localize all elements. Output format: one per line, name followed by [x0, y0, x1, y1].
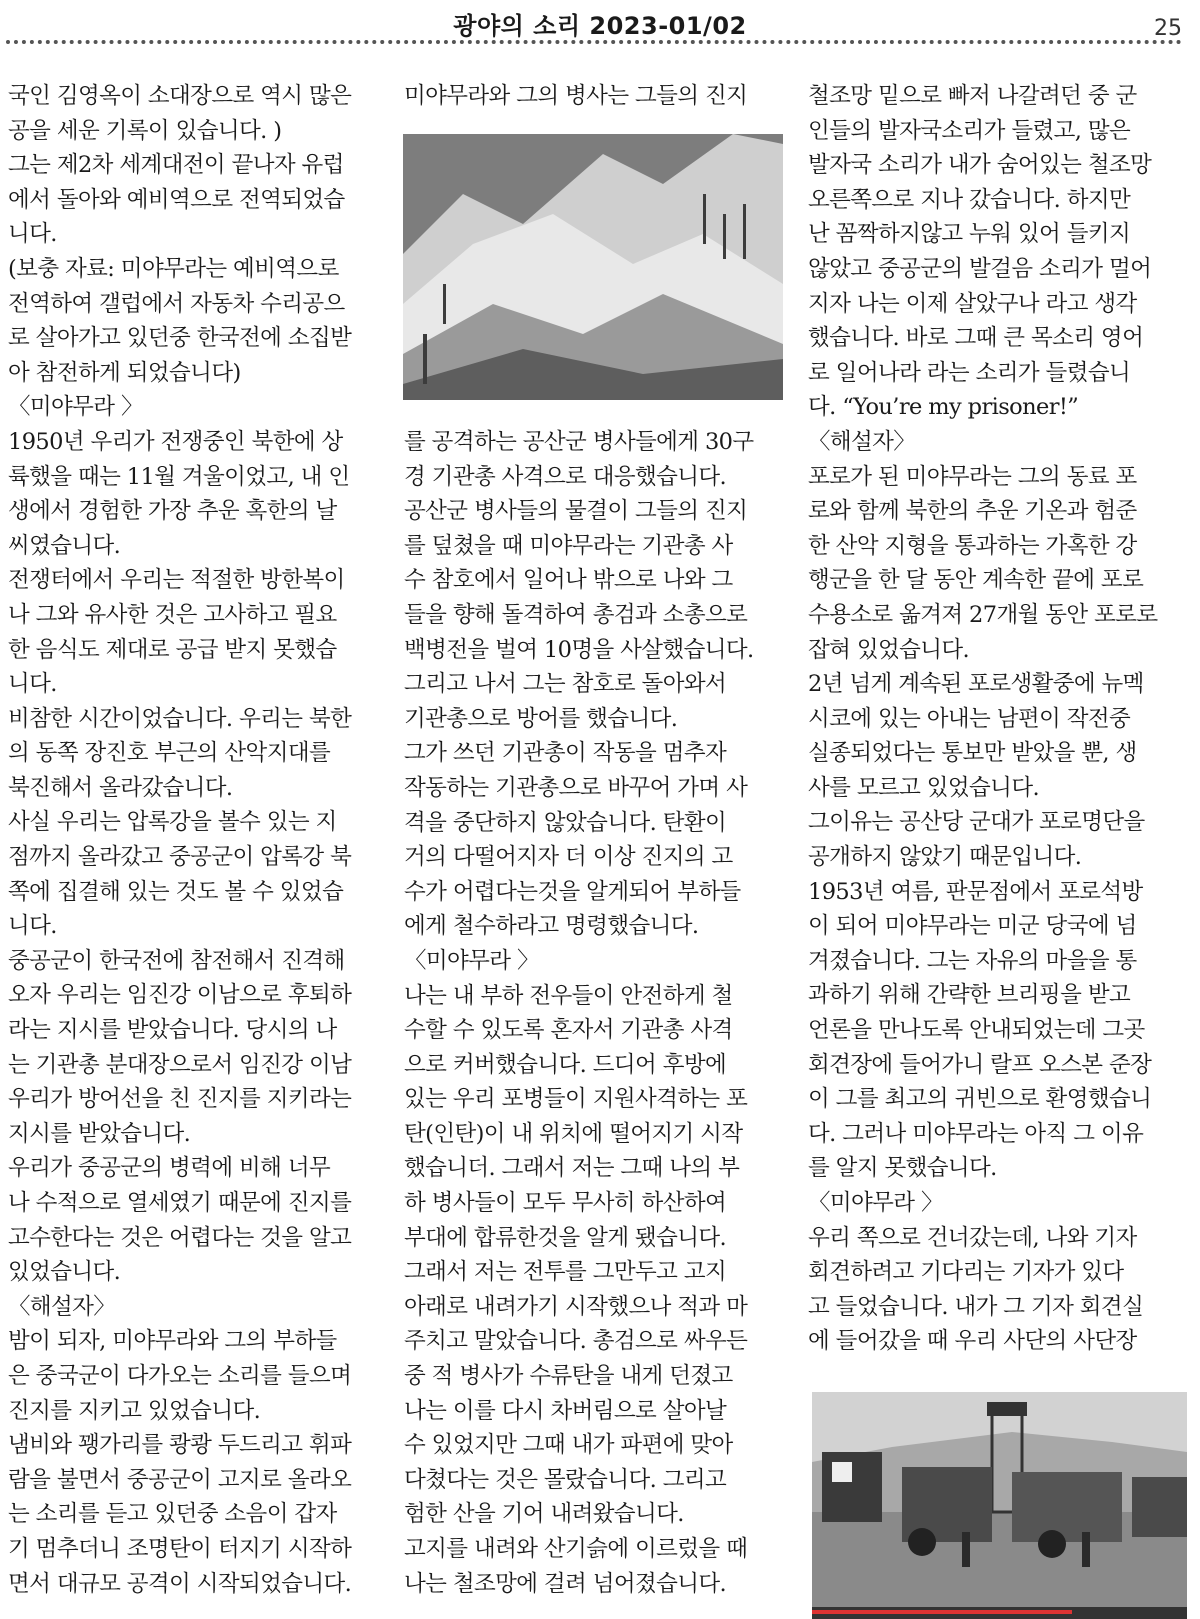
column-2-line: 나는 이를 다시 차버림으로 살아날	[404, 1397, 727, 1424]
column-1-line: 공을 세운 기록이 있습니다. )	[8, 117, 282, 144]
text-column-3	[808, 79, 1188, 1359]
column-1-line: 점까지 올라갔고 중공군이 압록강 북	[8, 844, 352, 871]
column-1-line: 그는 제2차 세계대전이 끝나자 유럽	[8, 152, 344, 179]
column-1-line: 나 그와 유사한 것은 고사하고 필요	[8, 601, 337, 628]
column-1-line: 〈해설자〉	[8, 1293, 116, 1320]
column-3-line: 지자 나는 이제 살았구나 라고 생각	[808, 290, 1137, 317]
column-2-line: 주치고 말았습니다. 총검으로 싸우든	[404, 1328, 748, 1355]
column-3-line: 발자국 소리가 내가 숨어있는 철조망	[808, 152, 1152, 179]
page-header	[0, 0, 1200, 48]
column-1-line: 은 중국군이 다가오는 소리를 들으며	[8, 1362, 352, 1389]
column-3-line: 우리 쪽으로 건너갔는데, 나와 기자	[808, 1224, 1137, 1251]
column-1-line: 로 살아가고 있던중 한국전에 소집받	[8, 325, 352, 352]
column-3-line: 로와 함께 북한의 추운 기온과 험준	[808, 498, 1137, 525]
column-1-line: 우리가 방어선을 친 진지를 지키라는	[8, 1086, 352, 1113]
military-trucks-photo	[812, 1392, 1187, 1619]
column-2-line: 〈미야무라 〉	[404, 947, 539, 974]
column-3-line: 그이유는 공산당 군대가 포로명단을	[808, 809, 1145, 836]
column-2-line: 다쳤다는 것은 몰랐습니다. 그리고	[404, 1466, 727, 1493]
column-2-line: 수가 어렵다는것을 알게되어 부하들	[404, 878, 741, 905]
column-3-line: 한 산악 지형을 통과하는 가혹한 강	[808, 532, 1137, 559]
column-2-line: 수할 수 있도록 혼자서 기관총 사격	[404, 1017, 733, 1044]
column-3-line: 사를 모르고 있었습니다.	[808, 774, 1040, 801]
column-3-line: 철조망 밑으로 빠저 나갈려던 중 군	[808, 83, 1137, 109]
column-1-line: 생에서 경험한 가장 추운 혹한의 날	[8, 498, 337, 525]
column-2-first-line: 미야무라와 그의 병사는 그들의 진지	[404, 83, 748, 109]
column-1-line: 진지를 지키고 있었습니다.	[8, 1397, 261, 1424]
column-2-line: 그가 쓰던 기관총이 작동을 멈추자	[404, 740, 727, 767]
column-1-line: (보충 자료: 미야무라는 예비역으로	[8, 255, 339, 282]
column-2-line: 아래로 내려가기 시작했으나 적과 마	[404, 1293, 748, 1320]
column-2-line: 수 참호에서 일어나 밖으로 나와 그	[404, 567, 733, 594]
column-1-line: 쪽에 집결해 있는 것도 볼 수 있었습	[8, 878, 344, 905]
column-2-line: 격을 중단하지 않았습니다. 탄환이	[404, 809, 727, 836]
column-3-line: 〈미야무라 〉	[808, 1190, 943, 1216]
column-3-line: 다. 그러나 미야무라는 아직 그 이유	[808, 1120, 1144, 1147]
column-3-line: 이 되어 미야무라는 미군 당국에 넘	[808, 913, 1137, 940]
column-2-line: 백병전을 벌여 10명을 사살했습니다.	[404, 636, 754, 663]
text-column-2	[404, 425, 786, 1601]
column-2-line: 중 적 병사가 수류탄을 내게 던졌고	[404, 1363, 733, 1390]
column-2-line: 으로 커버했습니다. 드디어 후방에	[404, 1051, 727, 1078]
column-3-line: 난 꼼짝하지않고 누워 있어 들키지	[808, 221, 1131, 248]
column-2-line: 거의 다떨어지자 더 이상 진지의 고	[404, 844, 733, 871]
column-1-line: 지시를 받았습니다.	[8, 1120, 191, 1147]
column-2-line: 를 공격하는 공산군 병사들에게 30구	[404, 429, 754, 455]
column-1-line: 비참한 시간이었습니다. 우리는 북한	[8, 705, 352, 732]
column-2-line: 고지를 내려와 산기슭에 이르렀을 때	[404, 1536, 748, 1562]
column-3-line: 과하기 위해 간략한 브리핑을 받고	[808, 982, 1131, 1009]
column-1-line: 륙했을 때는 11월 겨울이었고, 내 인	[8, 463, 350, 490]
column-1-line: 있었습니다.	[8, 1259, 121, 1286]
column-1-line: 면서 대규모 공격이 시작되었습니다.	[8, 1570, 352, 1597]
column-2-line: 그래서 저는 전투를 그만두고 고지	[404, 1259, 727, 1286]
column-1-line: 오자 우리는 임진강 이남으로 후퇴하	[8, 982, 352, 1009]
column-2-line: 나는 철조망에 걸려 넘어졌습니다.	[404, 1570, 727, 1597]
column-3-line: 를 알지 못했습니다.	[808, 1155, 997, 1182]
column-1-line: 는 기관총 분대장으로서 임진강 이남	[8, 1051, 352, 1078]
column-2-line: 했습니더. 그래서 저는 그때 나의 부	[404, 1155, 740, 1182]
column-1-line: 에서 돌아와 예비역으로 전역되었습	[8, 186, 345, 213]
column-3-line: 했습니다. 바로 그때 큰 목소리 영어	[808, 325, 1144, 352]
column-2-line: 를 덮쳤을 때 미야무라는 기관총 사	[404, 532, 733, 559]
column-3-line: 언론을 만나도록 안내되었는데 그곳	[808, 1017, 1145, 1044]
column-3-line: 겨졌습니다. 그는 자유의 마을을 통	[808, 947, 1137, 974]
column-1-line: 아 참전하게 되었습니다)	[8, 359, 241, 386]
column-1-line: 국인 김영옥이 소대장으로 역시 많은	[8, 83, 352, 109]
column-3-line: 회견장에 들어가니 랄프 오스본 준장	[808, 1051, 1152, 1078]
newsletter-title: 광야의 소리 2023-01/02	[453, 12, 747, 40]
column-3-line: 잡혀 있었습니다.	[808, 636, 970, 663]
column-1-line: 밤이 되자, 미야무라와 그의 부하들	[8, 1328, 337, 1355]
column-2-line: 그리고 나서 그는 참호로 돌아와서	[404, 671, 727, 698]
column-1-line: 냄비와 꽹가리를 쾅쾅 두드리고 휘파	[8, 1432, 352, 1459]
column-2-line: 에게 철수하라고 명령했습니다.	[404, 913, 699, 940]
column-3-line: 1953년 여름, 판문점에서 포로석방	[808, 878, 1143, 905]
column-1-line: 의 동쪽 장진호 부근의 산악지대를	[8, 740, 331, 767]
column-3-line: 2년 넘게 계속된 포로생활중에 뉴멕	[808, 671, 1144, 698]
column-1-line: 람을 불면서 중공군이 고지로 올라오	[8, 1466, 352, 1493]
column-1-line: 〈미야무라 〉	[8, 394, 143, 421]
text-column-1	[8, 79, 378, 1601]
column-1-line: 니다.	[8, 671, 57, 698]
column-2-line: 험한 산을 기어 내려왔습니다.	[404, 1501, 684, 1528]
mountain-illustration	[403, 134, 783, 400]
column-3-line: 에 들어갔을 때 우리 사단의 사단장	[808, 1328, 1137, 1355]
column-3-line: 실종되었다는 통보만 받았을 뿐, 생	[808, 740, 1137, 767]
column-1-line: 전쟁터에서 우리는 적절한 방한복이	[8, 567, 345, 594]
column-3-line: 이 그를 최고의 귀빈으로 환영했습니	[808, 1086, 1152, 1113]
column-1-line: 기 멈추더니 조명탄이 터지기 시작하	[8, 1535, 352, 1562]
column-2-line: 하 병사들이 모두 무사히 하산하여	[404, 1190, 727, 1217]
column-3-line: 다. “You’re my prisoner!”	[808, 394, 1079, 421]
column-1-line: 중공군이 한국전에 참전해서 진격해	[8, 947, 345, 974]
column-1-line: 라는 지시를 받았습니다. 당시의 나	[8, 1017, 337, 1044]
column-3-line: 로 일어나라 라는 소리가 들렸습니	[808, 359, 1131, 386]
column-1-line: 한 음식도 제대로 공급 받지 못했습	[8, 636, 337, 663]
column-2-line: 나는 내 부하 전우들이 안전하게 철	[404, 982, 733, 1009]
column-2-line: 작동하는 기관총으로 바꾸어 가며 사	[404, 774, 748, 801]
column-3-line: 인들의 발자국소리가 들렸고, 많은	[808, 117, 1131, 144]
column-1-line: 전역하여 갤럽에서 자동차 수리공으	[8, 290, 345, 317]
column-3-line: 포로가 된 미야무라는 그의 동료 포	[808, 463, 1137, 490]
column-3-line: 〈해설자〉	[808, 428, 916, 455]
header-divider	[6, 40, 1182, 44]
column-2-line: 탄(인탄)이 내 위치에 떨어지기 시작	[404, 1120, 743, 1147]
column-3-line: 시코에 있는 아내는 남편이 작전중	[808, 705, 1131, 732]
column-1-line: 1950년 우리가 전쟁중인 북한에 상	[8, 428, 343, 455]
column-1-line: 북진해서 올라갔습니다.	[8, 774, 233, 801]
column-3-line: 고 들었습니다. 내가 그 기자 회견실	[808, 1293, 1144, 1320]
text-column-2-top	[404, 79, 786, 114]
column-2-line: 들을 향해 돌격하여 총검과 소총으로	[404, 601, 748, 628]
column-3-line: 행군을 한 달 동안 계속한 끝에 포로	[808, 567, 1144, 594]
column-2-line: 수 있었지만 그때 내가 파편에 맞아	[404, 1432, 733, 1459]
column-1-line: 사실 우리는 압록강을 볼수 있는 지	[8, 809, 337, 836]
column-3-line: 공개하지 않았기 때문입니다.	[808, 844, 1082, 871]
page-number: 25	[1154, 16, 1182, 41]
column-1-line: 는 소리를 듣고 있던중 소음이 갑자	[8, 1501, 337, 1528]
column-3-line: 회견하려고 기다리는 기자가 있다	[808, 1259, 1124, 1286]
column-1-line: 니다.	[8, 913, 57, 940]
column-3-line: 수용소로 옮겨져 27개월 동안 포로로	[808, 601, 1158, 628]
trucks-illustration	[812, 1392, 1187, 1619]
column-1-line: 고수한다는 것은 어렵다는 것을 알고	[8, 1224, 352, 1251]
column-3-line: 않았고 중공군의 발걸음 소리가 멀어	[808, 255, 1152, 282]
column-2-line: 있는 우리 포병들이 지원사격하는 포	[404, 1086, 748, 1113]
column-2-line: 경 기관총 사격으로 대응했습니다.	[404, 463, 727, 490]
column-2-line: 기관총으로 방어를 했습니다.	[404, 705, 678, 732]
snowy-mountain-photo	[403, 134, 783, 400]
column-1-line: 니다.	[8, 221, 57, 248]
column-1-line: 씨였습니다.	[8, 532, 121, 559]
column-2-line: 부대에 합류한것을 알게 됐습니다.	[404, 1224, 727, 1251]
column-1-line: 나 수적으로 열세였기 때문에 진지를	[8, 1190, 352, 1216]
column-3-line: 오른쪽으로 지나 갔습니다. 하지만	[808, 186, 1131, 213]
column-1-line: 우리가 중공군의 병력에 비해 너무	[8, 1155, 331, 1182]
column-2-line: 공산군 병사들의 물결이 그들의 진지	[404, 498, 748, 525]
